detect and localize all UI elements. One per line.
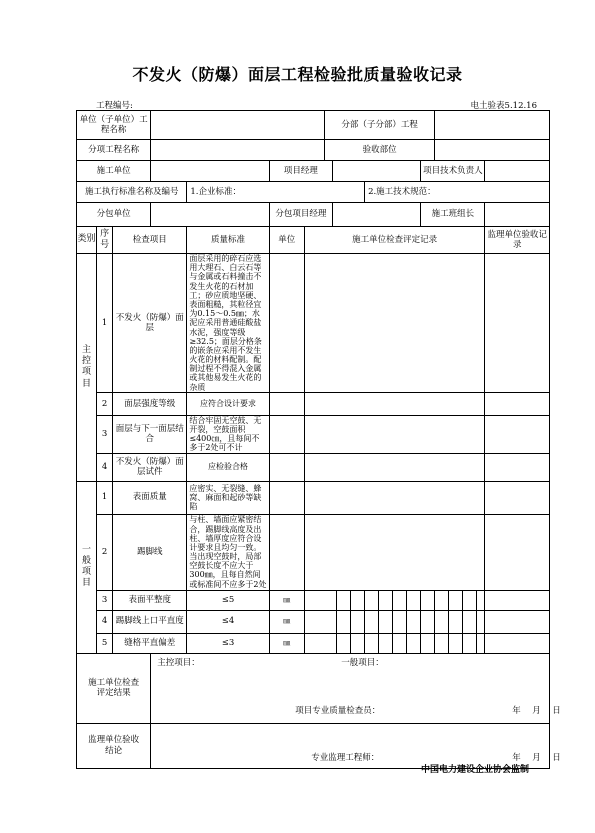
measure-cell[interactable] xyxy=(304,633,336,653)
measure-cell[interactable] xyxy=(336,590,350,610)
general-item-name: 缝格平直偏差 xyxy=(113,633,187,653)
measure-cell[interactable] xyxy=(463,633,477,653)
measure-cell[interactable] xyxy=(304,610,336,633)
measure-cell[interactable] xyxy=(351,590,365,610)
main-item-name: 不发火（防爆）面层试件 xyxy=(113,453,187,481)
project-manager-label: 项目经理 xyxy=(269,161,332,182)
main-item-name: 面层强度等级 xyxy=(113,392,187,415)
measure-cell[interactable] xyxy=(304,590,336,610)
subcontractor-value[interactable] xyxy=(151,203,269,227)
measure-cell[interactable] xyxy=(449,610,463,633)
col-supervisor: 监理单位验收记录 xyxy=(485,227,550,254)
main-item-no: 4 xyxy=(97,453,113,481)
tech-lead-value[interactable] xyxy=(485,161,550,182)
general-item-supervisor[interactable] xyxy=(485,514,550,590)
main-item-standard: 应符合设计要求 xyxy=(187,392,269,415)
measure-cell[interactable] xyxy=(407,610,421,633)
main-items-result-label: 主控项目： xyxy=(157,657,200,668)
general-item-name: 表面平整度 xyxy=(113,590,187,610)
quality-inspector-label: 项目专业质量检查员： xyxy=(295,705,381,716)
acceptance-table xyxy=(76,110,561,769)
supervision-result-label: 监理单位验收结论 xyxy=(77,723,151,768)
main-item-supervisor[interactable] xyxy=(485,254,550,393)
measure-cell[interactable] xyxy=(421,633,435,653)
col-category: 类别 xyxy=(77,227,97,254)
col-standard: 质量标准 xyxy=(187,227,269,254)
main-item-record[interactable] xyxy=(304,254,485,393)
measure-cell[interactable] xyxy=(393,590,407,610)
measure-cell[interactable] xyxy=(463,590,477,610)
general-item-standard: 应密实、无裂缝、蜂窝、麻面和起砂等缺陷 xyxy=(187,481,269,514)
general-item-supervisor[interactable] xyxy=(485,633,550,653)
footer-supervisor-org: 中国电力建设企业协会监制 xyxy=(420,765,529,775)
sub-manager-label: 分包项目经理 xyxy=(269,203,332,227)
main-item-unit xyxy=(269,453,304,481)
general-item-standard: ≤3 xyxy=(187,633,269,653)
standard-label: 施工执行标准名称及编号 xyxy=(77,182,187,203)
date-year-label: 年 xyxy=(512,752,521,763)
tech-spec-label: 2.施工技术规范： xyxy=(365,182,550,203)
construction-unit-value[interactable] xyxy=(151,161,269,182)
date-year-label: 年 xyxy=(512,705,521,716)
main-item-unit xyxy=(269,254,304,393)
construction-unit-label: 施工单位 xyxy=(77,161,151,182)
main-item-name: 不发火（防爆）面层 xyxy=(113,254,187,393)
main-item-supervisor[interactable] xyxy=(485,453,550,481)
measure-cell[interactable] xyxy=(351,633,365,653)
general-item-record[interactable] xyxy=(304,514,485,590)
main-item-supervisor[interactable] xyxy=(485,392,550,415)
main-item-record[interactable] xyxy=(304,392,485,415)
main-item-no: 1 xyxy=(97,254,113,393)
measure-cell[interactable] xyxy=(435,590,449,610)
general-item-supervisor[interactable] xyxy=(485,610,550,633)
col-unit: 单位 xyxy=(269,227,304,254)
acceptance-part-label: 验收部位 xyxy=(324,140,434,161)
general-item-name: 踢脚线上口平直度 xyxy=(113,610,187,633)
measure-cell[interactable] xyxy=(379,590,393,610)
measure-cell[interactable] xyxy=(449,633,463,653)
unit-project-value[interactable] xyxy=(151,111,325,140)
sub-manager-value[interactable] xyxy=(332,203,420,227)
project-code-label: 工程编号: xyxy=(96,101,133,111)
measure-cell[interactable] xyxy=(351,610,365,633)
general-item-no: 2 xyxy=(97,514,113,590)
measure-cell[interactable] xyxy=(435,633,449,653)
general-item-standard: ≤5 xyxy=(187,590,269,610)
measure-cell[interactable] xyxy=(365,590,379,610)
general-item-no: 3 xyxy=(97,590,113,610)
main-item-standard: 应检验合格 xyxy=(187,453,269,481)
general-item-unit: ㎜ xyxy=(269,610,304,633)
general-item-supervisor[interactable] xyxy=(485,481,550,514)
main-item-name: 面层与下一面层结合 xyxy=(113,415,187,453)
main-item-record[interactable] xyxy=(304,453,485,481)
subcontractor-label: 分包单位 xyxy=(77,203,151,227)
general-item-no: 1 xyxy=(97,481,113,514)
measure-cell[interactable] xyxy=(336,633,350,653)
sub-project-value[interactable] xyxy=(435,111,550,140)
measure-cell[interactable] xyxy=(365,633,379,653)
project-manager-value[interactable] xyxy=(332,161,420,182)
measure-cell[interactable] xyxy=(393,633,407,653)
main-item-unit xyxy=(269,392,304,415)
enterprise-standard-label: 1.企业标准： xyxy=(187,182,365,203)
col-seq: 序号 xyxy=(97,227,113,254)
general-item-unit xyxy=(269,481,304,514)
main-item-no: 3 xyxy=(97,415,113,453)
date-month-label: 月 xyxy=(532,752,541,763)
main-item-standard: 结合牢固无空鼓、无开裂，空鼓面积≤400㎝，且每间不多于2处可不计 xyxy=(187,415,269,453)
item-project-value[interactable] xyxy=(151,140,325,161)
measure-cell[interactable] xyxy=(336,610,350,633)
general-item-unit xyxy=(269,514,304,590)
general-items-label: 一般项目 xyxy=(77,481,97,653)
tech-lead-label: 项目技术负责人 xyxy=(421,161,485,182)
general-item-unit: ㎜ xyxy=(269,633,304,653)
general-item-name: 踢脚线 xyxy=(113,514,187,590)
team-leader-label: 施工班组长 xyxy=(421,203,485,227)
item-project-label: 分项工程名称 xyxy=(77,140,151,161)
measure-cell[interactable] xyxy=(449,590,463,610)
measure-cell[interactable] xyxy=(379,633,393,653)
measure-cell[interactable] xyxy=(379,610,393,633)
general-item-no: 4 xyxy=(97,610,113,633)
measure-cell[interactable] xyxy=(407,633,421,653)
main-item-standard: 面层采用的碎石应选用大理石、白云石等与金属或石料撞击不发生火花的石材加工；砂应质地坚硬、表面粗糙，其粒径宜为0.15～0.5㎜；水泥应采用普通硅酸盐水泥，强度等级≥32.5；面层分格条的嵌条应采用不发生火花的材料配制。配制过程不得混入金属或其他易发生火花的杂质 xyxy=(187,254,269,393)
acceptance-part-value[interactable] xyxy=(435,140,550,161)
form-title: 不发火（防爆）面层工程检验批质量验收记录 xyxy=(132,65,463,84)
measure-cell[interactable] xyxy=(407,590,421,610)
form-number: 电土验表5.12.16 xyxy=(470,101,537,111)
general-items-result-label: 一般项目： xyxy=(341,657,384,668)
measure-cell[interactable] xyxy=(435,610,449,633)
construction-result-label: 施工单位检查评定结果 xyxy=(77,653,151,723)
main-items-label: 主控项目 xyxy=(77,254,97,482)
date-day-label: 日 xyxy=(552,705,561,716)
col-record: 施工单位检查评定记录 xyxy=(304,227,485,254)
main-item-no: 2 xyxy=(97,392,113,415)
general-item-name: 表面质量 xyxy=(113,481,187,514)
main-item-record[interactable] xyxy=(304,415,485,453)
date-month-label: 月 xyxy=(532,705,541,716)
supervising-engineer-label: 专业监理工程师： xyxy=(311,752,380,763)
col-check-item: 检查项目 xyxy=(113,227,187,254)
general-item-standard: ≤4 xyxy=(187,610,269,633)
general-item-no: 5 xyxy=(97,633,113,653)
measure-cell[interactable] xyxy=(463,610,477,633)
main-item-unit xyxy=(269,415,304,453)
measure-cell[interactable] xyxy=(365,610,379,633)
general-item-supervisor[interactable] xyxy=(485,590,550,610)
main-item-supervisor[interactable] xyxy=(485,415,550,453)
measure-cell[interactable] xyxy=(477,610,485,633)
measure-cell[interactable] xyxy=(393,610,407,633)
general-item-record[interactable] xyxy=(304,481,485,514)
date-day-label: 日 xyxy=(552,752,561,763)
general-item-unit: ㎜ xyxy=(269,590,304,610)
team-leader-value[interactable] xyxy=(485,203,550,227)
construction-result-area[interactable] xyxy=(151,653,561,723)
measure-cell[interactable] xyxy=(477,633,485,653)
measure-cell[interactable] xyxy=(477,590,485,610)
unit-project-label: 单位（子单位）工程名称 xyxy=(77,111,151,140)
general-item-standard: 与柱、墙面应紧密结合，踢脚线高度及出柱、墙厚度应符合设计要求且均匀一致。当出现空鼓时，局部空鼓长度不应大于300㎜，且每自然间或标准间不应多于2处 xyxy=(187,514,269,590)
measure-cell[interactable] xyxy=(421,610,435,633)
measure-cell[interactable] xyxy=(421,590,435,610)
sub-project-label: 分部（子分部）工程 xyxy=(324,111,434,140)
